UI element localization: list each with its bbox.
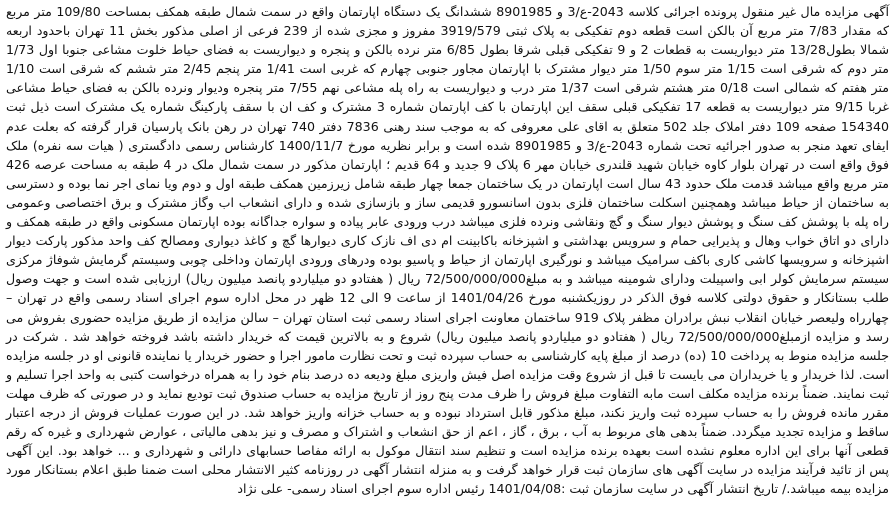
notice-body: آگهی مزایده مال غیر منقول پرونده اجرائی کلاسه 2043-ع/3 و 8901985 ششدانگ یک دستگاه اپارتمان واقع در سمت شمال طبقه همکف بمساحت 109/80 متر مربع که مقدار 7/83 متر مربع آن بالکن است قطعه دوم تفکیکی به پلاک ثبتی 3919/579 مفروز و مجزی شده از 239 فرعی از اصلی مذکور بخش 11 تهران باحدود اربعه شمالا بطول13/28 متر دیواریست به قطعات 2 و 9 تفکیکی قبلی شرقا بطول 6/85 متر نرده بالکن و پنجره و دیواریست به فضای حیاط خلوت مشاعی جنوبا اول 1/73 متر دوم که شرقی است 1/15 متر سوم 1/50 متر دیوار مشترک با اپارتمان مجاور جنوبی چهارم که غربی است 1/41 متر پنجم 2/45 متر ششم که شرقی است 1/10 متر هفتم که شمالی است 0/18 متر هشتم شرقی است 1/37 متر درب و دیواریست به راه پله مشاعی نهم 7/55 متر پنجره ودیوار ونرده بالکن به فضای حیاط مشاعی غربا 9/15 متر دیواریست به قطعه 17 تفکیکی قبلی سقف این اپارتمان با کف اپارتمان شماره 3 مشترک و کف ان با سقف پارکینگ شماره یک مشترک است ذیل ثبت 154340 صفحه 109 دفتر املاک جلد 502 متعلق به اقای علی معروفی که به موجب سند رهنی 7836 دفتر 740 تهران در رهن بانک پارسیان قرار گرفته که بعلت عدم ایفای تعهد منجر به صدور اجرائیه تحت شماره 2043-ع/3 و 8901985 شده است و برابر نظریه مورخ 1400/11/7 کارشناس رسمی دادگستری ( هیات سه نفره) ملک فوق واقع است در تهران بلوار کاوه خیابان شهید قلندری خیابان مهر 6 پلاک 9 جدید و 64 قدیم ؛ اپارتمان مذکور در سمت شمال ملک در 4 طبقه به مساحت عرصه 426 متر مربع واقع میباشد قدمت ملک حدود 43 سال است اپارتمان در یک ساختمان جمعا چهار طبقه شامل زیرزمین همکف طبقه اول و دوم ویا نمای اجر نما بوده و دسترسی به ساختمان از حیاط میباشد وهمچنین اسکلت ساختمان فلزی بدون اسانسورو قدیمی ساز و بازسازی شده و دارای انشعاب اب وگاز مشترک و برق اختصاصی وعمومی راه پله با پوشش کف سنگ و پوشش دیوار سنگ و گچ ونقاشی ونرده فلزی میباشد درب ورودی عابر پیاده و سواره جداگانه بوده اپارتمان مسکونی واقع در طبقه همکف و دارای دو اتاق خواب وهال و پذیرایی حمام و سرویس بهداشتی و اشپزخانه باکابینت ام دی اف نازک کاری دیوارها گچ و کاغذ دیواری ومصالح کف واحد مذکور پارکت دیوار اشپزخانه و سرویسها کاشی کاری باکف سرامیک میباشد و نورگیری اپارتمان از حیاط و پاسیو بوده ودرهای ورودی اپارتمان وداخلی چوبی وسیستم گرمایش شوفاژ مرکزی سیستم سرمایش کولر ابی واسپیلت ودارای شومینه میباشد و به مبلغ72/500/000/000 ریال ( هفتادو دو میلیاردو پانصد میلیون ریال) ارزیابی شده است و جهت وصول طلب بستانکار و حقوق دولتی کلاسه فوق الذکر در روزیکشنبه مورخ 1401/04/26 از ساعت 9 الی 12 ظهر در محل اداره سوم اجرای اسناد رسمی واقع در تهران – چهارراه ولیعصر خیابان انقلاب نبش برادران مظفر پلاک 919 ساختمان معاونت اجرای اسناد رسمی ثبت استان تهران – سالن مزایده از طریق مزایده حضوری بفروش می رسد و مزایده ازمبلغ72/500/000/000 ریال ( هفتادو دو میلیاردو پانصد میلیون ریال) شروع و به بالاترین قیمت که خریدار داشته باشد فروخته خواهد شد . شرکت در جلسه مزایده منوط به پرداخت 10 (ده) درصد از مبلغ پایه کارشناسی به حساب سپرده ثبت و تحت نظارت مامور اجرا و حضور خریدار یا نماینده قانونی او در جلسه مزایده است. لذا خریدار و یا خریداران می بایست تا قبل از شروع وقت مزایده اصل فیش واریزی مبلغ ودیعه ده درصد بنام خود را به همراه درخواست کتبی به واحد اجرا تسلیم و ثبت نمایند. ضمناً برنده مزایده مکلف است مابه التفاوت مبلغ فروش را ظرف مدت پنج روز از تاریخ مزایده به حساب صندوق ثبت تودیع نماید و در صورتی که ظرف مهلت مقرر مانده فروش را به حساب سپرده ثبت واریز نکند، مبلغ مذکور قابل استرداد نبوده و به حساب خزانه واریز خواهد شد. در این صورت عملیات فروش از درجه اعتبار ساقط و مزایده تجدید میگردد. ضمناً بدهی های مربوط به آب ، برق ، گاز ، اعم از حق انشعاب و اشتراک و مصرف و نیز بدهی مالیاتی ، عوارض شهرداری و غیره که رقم قطعی آنها برای این اداره معلوم نشده است بعهده برنده مزایده است و تنظیم سند انتقال موکول به ارائه مفاصا حسابهای دارائی و شهرداری و ... خواهد بود. این آگهی پس از تائید فرآیند مزایده در سایت آگهی های سازمان ثبت قرار خواهد گرفت و به منزله انتشار آگهی در روزنامه کثیر الانتشار محلی است ضمنا طبق اعلام بستانکار مورد مزایده بیمه میباشد./ تاریخ انتشار آگهی در سایت سازمان ثبت :1401/04/08 رئیس اداره سوم اجرای اسناد رسمی- علی نژاد (6, 4, 890, 497)
